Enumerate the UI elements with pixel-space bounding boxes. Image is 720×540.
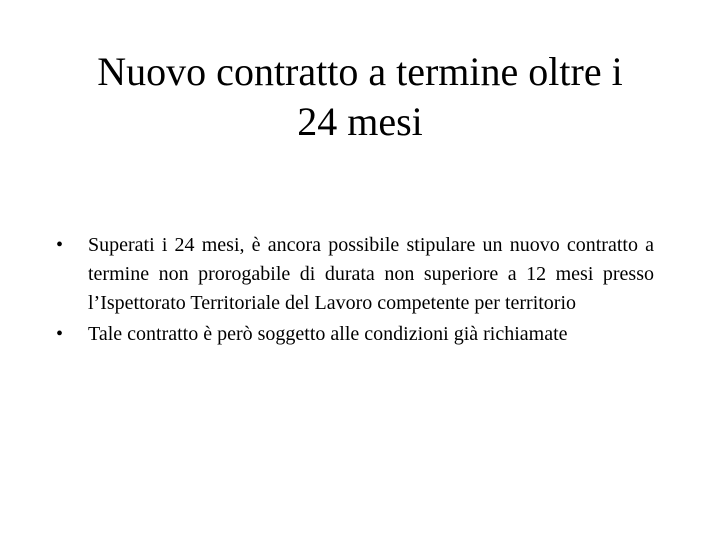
bullet-text: Tale contratto è però soggetto alle condizioni già richiamate [88,323,568,345]
bullet-text: Superati i 24 mesi, è ancora possibile stipulare un nuovo contratto a termine non prorogabile di durata non superiore a 12 mesi presso l’Ispettorato Territoriale del Lavoro competente per territorio [88,234,654,314]
bullet-marker-icon: • [56,234,64,256]
bullet-item [56,231,654,318]
bullet-list [56,231,654,351]
slide-title-line-1: Nuovo contratto a termine oltre i [97,49,623,94]
slide-title-line-2: 24 mesi [297,99,423,144]
bullet-marker-icon: • [56,323,64,345]
slide-title [40,47,680,147]
bullet-item [56,320,654,349]
